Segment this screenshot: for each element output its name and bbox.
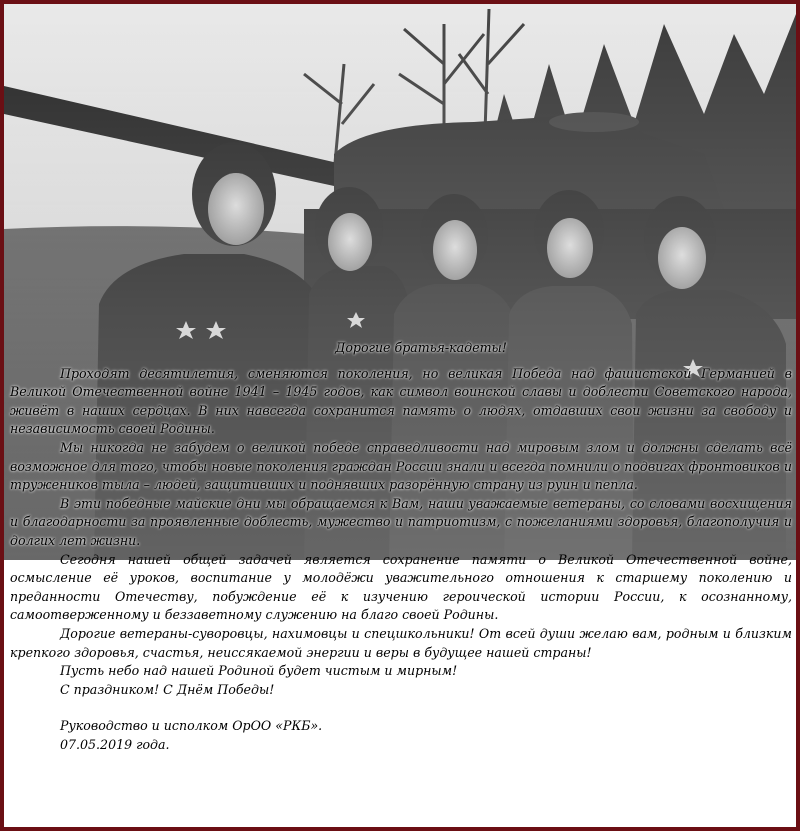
letter-paragraph-7: С праздником! С Днём Победы! [60, 681, 275, 697]
letter-paragraph-1: Проходят десятилетия, сменяются поколения, но великая Победа над фашистской Германией в Великой Отечественной войне 1941 – 1945 годов, как символ воинской славы и доблести Советского народа, живёт в наших сердцах. В них навсегда сохранится память о людях, отдавших свои жизни за свободу и независимость своей Родины. [10, 365, 792, 437]
letter-paragraph-2: Мы никогда не забудем о великой победе справедливости над мировым злом и должны сделать всё возможное для того, чтобы новые поколения граждан России знали и всегда помнили о подвигах фронтовиков и тружеников тыла – людей, защитивших и поднявших разорённую страну из руин и пепла. [10, 439, 792, 493]
letter-greeting: Дорогие братья-кадеты! [335, 340, 507, 355]
letter-paragraph-3: В эти победные майские дни мы обращаемся к Вам, наши уважаемые ветераны, со словами восхищения и благодарности за проявленные доблесть, мужество и патриотизм, с пожеланиями здоровья, благополучия и долгих лет жизни. [10, 495, 792, 548]
letter-paragraph-6: Пусть небо над нашей Родиной будет чистым и мирным! [60, 663, 458, 679]
letter-paragraph-5: Дорогие ветераны-суворовцы, нахимовцы и спецшкольники! От всей души желаю вам, родным и близким крепкого здоровья, счастья, неиссякаемой энергии и веры в будущее нашей страны! [10, 625, 792, 660]
letter-date: 07.05.2019 года. [60, 736, 170, 752]
letter-paragraph-4: Сегодня нашей общей задачей является сохранение памяти о Великой Отечественной войне, осмысление её уроков, воспитание у молодёжи уважительного отношения к старшему поколению и преданности Отечеству, побуждение её к изучению героической истории России, к осознанному, самоотверженному и беззаветному служению на благо своей Родины. [10, 551, 792, 623]
letter-signature: Руководство и исполком ОрОО «РКБ». [60, 718, 323, 734]
letter-text [10, 339, 792, 754]
